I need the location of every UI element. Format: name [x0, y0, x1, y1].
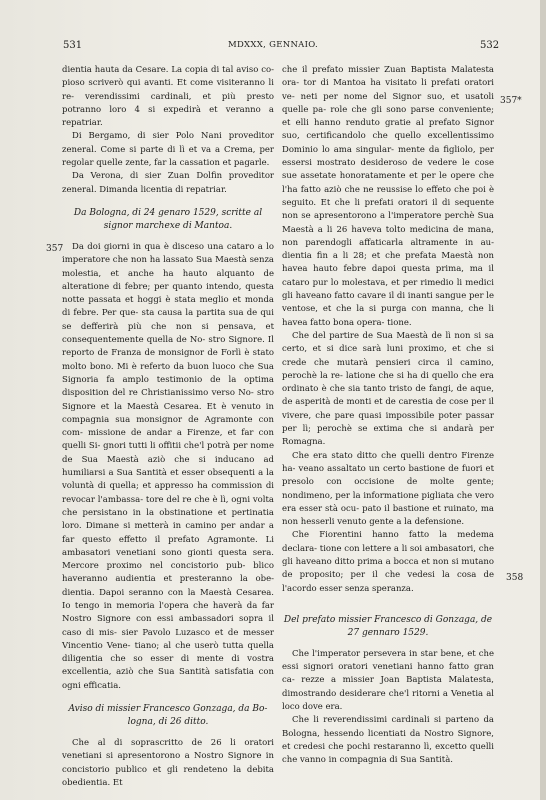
paragraph: Da doi giorni in qua è disceso una cataro a lo imperatore che non ha lassato Sua Maestà senza molestia, et anche ha hauto alquanto de alteratione di febre; per quanto intendo, questa notte passata et hoggi è stata meglio et monda di febre. Per que- sta causa la partita sua de qui se defferirà più che non si pensava, et consequentemente quella de No- stro Signore. Il reporto de Franza de monsignor de Forlì è stato molto bono. Mi è referto da buon luoco che Sua Signoria fa amplo testimonio de la optima disposition del re Christianissimo verso No- stro Signore et la Maestà Cesarea. Et è venuto in compagnia sua monsignor de Agramonte con com- missione de andar a Firenze, et far con quelli Si- gnori tutti li offitii che'l potrà per nome de Sua Maestà aziò che si inducano ad humiliarsi a Sua Santità et esser obsequenti a la voluntà di quella; et appresso ha commission di revocar l'ambassa- tore del re che è lì, ogni volta che persistano in la obstinatione et pertinatia loro. Dimane si metterà in camino per andar a far questo effetto il prefato Agramonte. Li ambasatori venetiani sono gionti questa sera. Mercore proximo nel concistorio pub- blico haveranno audientia et presteranno la obe- dientia. Dapoi seranno con la Maestà Cesarea. Io tengo in memoria l'opera che haverà da far Nostro Signore con essi ambassadori sopra il caso di mis- sier Pavolo Luzasco et de messer Vincentio Vene- tiano; al che userò tutta quella diligentia che so esser di mente di vostra excellentia, aziò che Sua Santità satisfatia con ogni efficatia.: [62, 241, 274, 691]
section-heading: Aviso di missier Francesco Gonzaga, da Bo- logna, di 26 ditto.: [68, 704, 268, 728]
left-column: [62, 64, 274, 790]
paragraph: Da Verona, di sier Zuan Dolfin proveditor zeneral. Dimanda licentia di repatriar.: [62, 171, 274, 195]
running-title: MDXXX, GENNAIO.: [227, 40, 319, 50]
paragraph: dientia hauta da Cesare. La copia di tal aviso co- pioso scriverò qui avanti. Et come visiteranno li re- verendissimi cardinali, et più presto potranno loro 4 si expedirà et veranno a repatriar.: [62, 65, 274, 129]
running-header: [0, 40, 546, 54]
paragraph: Che del partire de Sua Maestà de lì non si sa certo, et si dice sarà luni proximo, et che si crede che mutarà pensieri circa il camino, perochè la re- latione che si ha di quello che era ordinato è che sia tanto tristo de fangi, de aque, de asperità de monti et de carestia de cose per il vivere, che pare quasi impossibile poter passar per lì; perochè se extima che si andarà per Romagna.: [282, 330, 494, 448]
paragraph: Che al di soprascritto de 26 li oratori venetiani si apresentorono a Nostro Signore in concistorio publico et gli rendeteno la debita obedientia. Et: [62, 738, 274, 788]
right-column: [282, 64, 494, 768]
paragraph: Che li reverendissimi cardinali si parteno da Bologna, hessendo licentiati da Nostro Signore, et credesi che pochi restaranno lì, excetto quelli che vanno in compagnia di Sua Santità.: [282, 715, 494, 766]
right-page-number: 532: [480, 40, 500, 51]
margin-number-357-star: 357*: [500, 96, 522, 106]
margin-number-357: 357: [46, 244, 64, 254]
paragraph: Che l'imperator persevera in star bene, et che essi signori oratori venetiani hanno fatto gran ca- rezze a missier Joan Baptista Malatesta, dimostrando desiderare che'l ritorni a Venetia al loco dove era.: [282, 648, 494, 713]
page-spine-shadow: [540, 0, 546, 800]
paragraph: Che Fiorentini hanno fatto la medema declara- tione con lettere a li soi ambasatori, che gli haveano ditto prima a bocca et non si mutano de proposito; per il che vedesi la cosa de l'acordo esser senza speranza.: [282, 530, 494, 594]
paragraph: che il prefato missier Zuan Baptista Malatesta ora- tor di Mantoa ha visitato li prefati oratori ve- neti per nome del Signor suo, et usatoli quelle pa- role che gli sono parse conveniente; et elli hanno renduto gratie al prefato Signor suo, certificandolo che quello excellentissimo Dominio lo ama singular- mente da figliolo, per essersi mostrato desideroso de vedere le cose sue assetate honoratamente et per le opere che l'ha fatto aziò che ne reussise lo effeto che poi è seguito. Et che li prefati oratori il di sequente non se apresentorono a l'imperatore perchè Sua Maestà a li 26 haveva tolto medicina de mana, non parendogli affaticarla altramente in au- dientia fin a li 28; et che prefata Maestà non havea hauto febre dapoi questa prima, ma il cataro pur lo molestava, et per rimedio li medici gli haveano fatto cavare il di inanti sangue per le ventose, et che la si purga con manna, che li havea fatto bona opera- tione.: [282, 65, 494, 328]
margin-number-358: 358: [506, 573, 524, 583]
paragraph: Che era stato ditto che quelli dentro Firenze ha- veano assaltato un certo bastione de fuori et presolo con occisione de molte gente; nondimeno, per la informatione pigliata che vero era esser stà ocu- pato il bastione et ruinato, ma non hesserli venuto gente a la defensione.: [282, 450, 494, 528]
paragraph: Di Bergamo, di sier Polo Nani proveditor zeneral. Come si parte di lì et va a Crema, per regolar quelle zente, far la cassation et pagarle.: [62, 131, 274, 169]
section-heading: Da Bologna, di 24 genaro 1529, scritte al signor marchexe di Mantoa.: [73, 207, 263, 231]
section-heading: Del prefato missier Francesco di Gonzaga, de 27 gennaro 1529.: [283, 614, 493, 638]
left-page-number: 531: [63, 40, 83, 51]
